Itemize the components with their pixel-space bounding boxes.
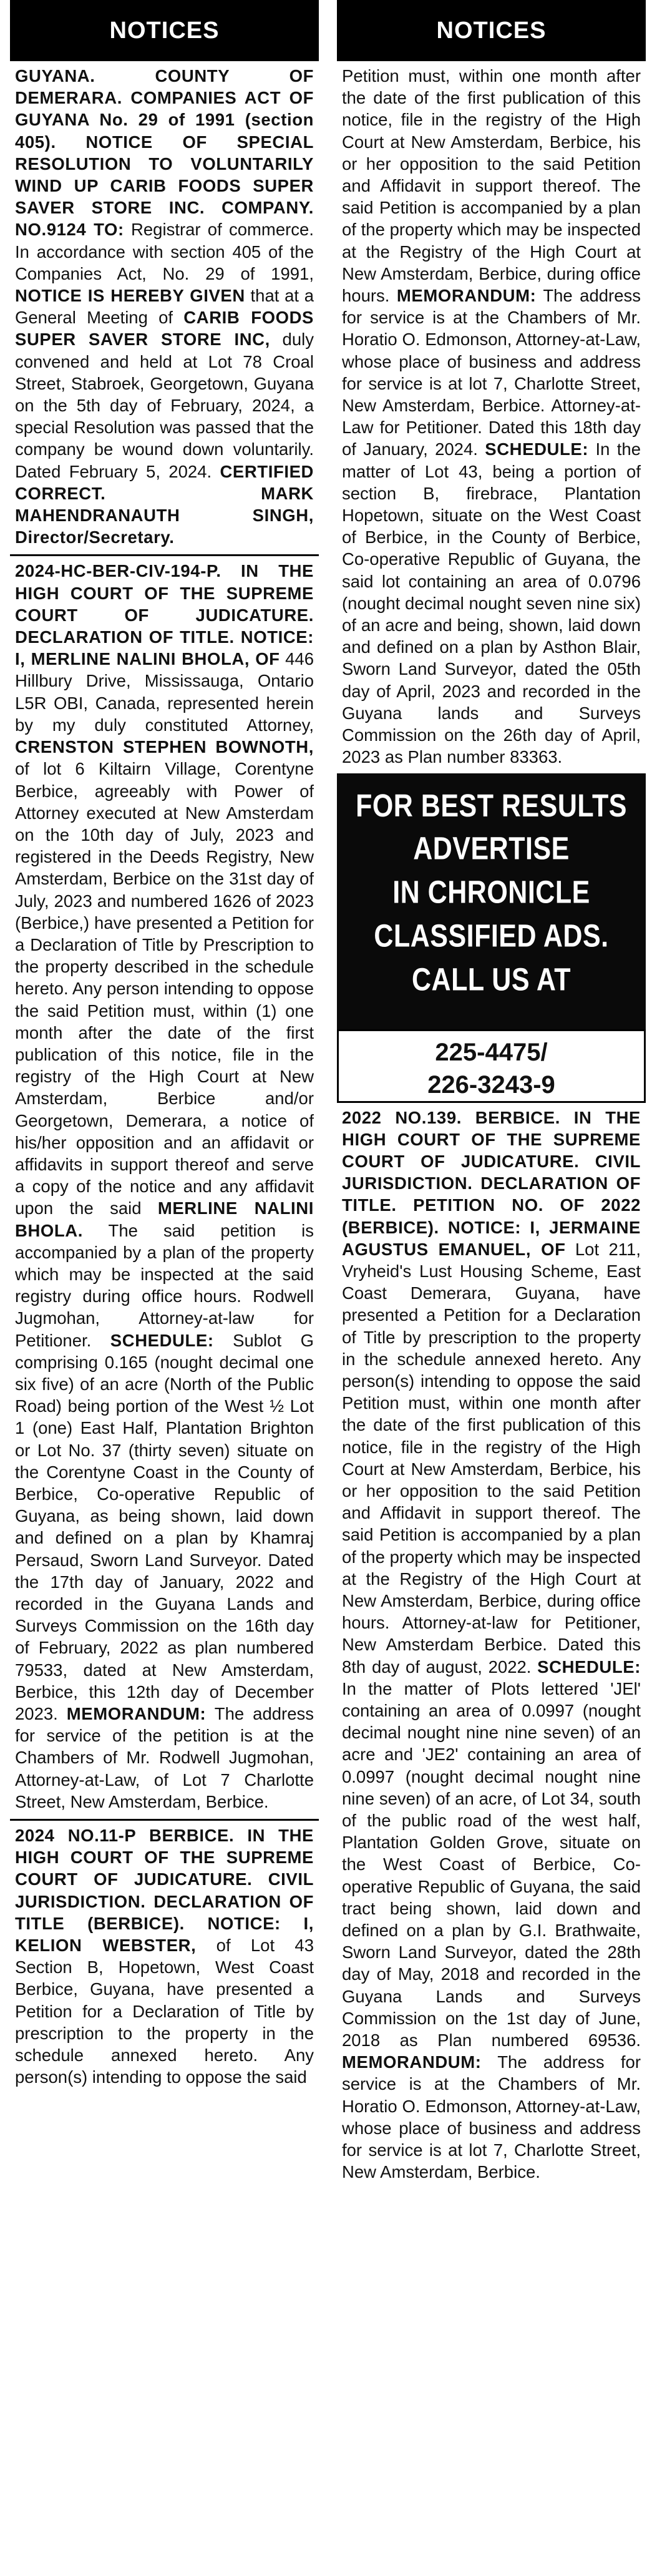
ad-line: IN CHRONICLE — [392, 874, 590, 910]
divider — [10, 554, 319, 556]
right-column — [337, 0, 646, 2576]
notice-bhola: 2024-HC-BER-CIV-194-P. IN THE HIGH COURT OF THE SUPREME COURT OF JUDICATURE. DECLARATION OF TITLE. NOTICE: I, MERLINE NALINI BHOLA, OF 446 Hillbury Drive, Mississauga, Ontario L5R OBI, Canada, represented herein by my duly constituted Attorney, CRENSTON STEPHEN BOWNOTH, of lot 6 Kiltairn Village, Corentyne Berbice, agreeably with Power of Attorney executed at New Amsterdam on the 10th day of July, 2023 and registered in the Deeds Registry, New Amsterdam, Berbice on the 31st day of July, 2023 and numbered 1626 of 2023 (Berbice,) have presented a Petition for a Declaration of Title by Prescription to the property described in the schedule hereto. Any person intending to oppose the said Petition must, within (1) one month after the date of the first publication of this notice, file in the registry of the High Court at New Amsterdam, Berbice and/or Georgetown, Demerara, a notice of his/her opposition and an affidavit or affidavits in support thereof and serve a copy of the notice and any affidavit upon the said MERLINE NALINI BHOLA. The said petition is accompanied by a plan of the property which may be inspected at the said registry during office hours. Rodwell Jugmohan, Attorney-at-law for Petitioner. SCHEDULE: Sublot G comprising 0.165 (nought decimal one six five) of an acre (North of the Public Road) being portion of the West ½ Lot 1 (one) East Half, Plantation Brighton or Lot No. 37 (thirty seven) situate on the Corentyne Coast in the County of Berbice, Co-operative Republic of Guyana, as being shown, laid down and defined on a plan by Khamraj Persaud, Sworn Land Surveyor. Dated the 17th day of January, 2022 and recorded in the Guyana Lands and Surveys Commission on the 16th day of February, 2022 as plan numbered 79533, dated at New Amsterdam, Berbice, this 12th day of December 2023. MEMORANDUM: The address for service of the petition is at the Chambers of Mr. Rodwell Jugmohan, Attorney-at-Law, of Lot 7 Charlotte Street, New Amsterdam, Berbice. — [15, 561, 314, 1811]
ad-line: CALL US AT — [411, 962, 572, 997]
notices-header: NOTICES — [337, 0, 646, 61]
ad-line: ADVERTISE — [413, 831, 570, 866]
ad-phone: 225-4475/ — [435, 1038, 548, 1066]
ad-line: CLASSIFIED ADS. — [374, 918, 609, 954]
classified-ad-banner — [337, 773, 646, 1029]
ad-phone-box — [337, 1029, 646, 1103]
left-column — [10, 0, 319, 2576]
notice-emanuel: 2022 NO.139. BERBICE. IN THE HIGH COURT OF THE SUPREME COURT OF JUDICATURE. CIVIL JURISDICTION. DECLARATION OF TITLE. PETITION NO. OF 2022 (BERBICE). NOTICE: I, JERMAINE AGUSTUS EMANUEL, OF Lot 211, Vryheid's Lust Housing Scheme, East Coast Demerara, Guyana, have presented a Petition for a Declaration of Title by prescription to the property in the schedule annexed hereto. Any person(s) intending to oppose the said Petition must, within one month after the date of the first publication of this notice, file in the registry of the High Court at New Amsterdam, Berbice, his or her opposition to the said Petition and Affidavit in support thereof. The said Petition is accompanied by a plan of the property which may be inspected at the Registry of the High Court at New Amsterdam, Berbice, during office hours. Attorney-at-law for Petitioner, New Amsterdam Berbice. Dated this 8th day of august, 2022. SCHEDULE: In the matter of Plots lettered 'JEl' containing an area of 0.0997 (nought decimal nought nine nine seven) of an acre and 'JE2' containing an area of 0.0997 (nought decimal nought nine nine seven) of an acre, of Lot 34, south of the public road of the west half, Plantation Golden Grove, situate on the West Coast of Berbice, Co-operative Republic of Guyana, the said tract being shown, laid down and defined on a plan by G.I. Brathwaite, Sworn Land Surveyor, dated the 28th day of May, 2018 and recorded in the Guyana Lands and Surveys Commission on the 1st day of June, 2018 as Plan numbered 69536. MEMORANDUM: The address for service is at the Chambers of Mr. Horatio O. Edmonson, Attorney-at-Law, whose place of business and address for service is at lot 7, Charlotte Street, New Amsterdam, Berbice. — [342, 1107, 641, 2182]
notice-carib-foods: GUYANA. COUNTY OF DEMERARA. COMPANIES ACT OF GUYANA No. 29 of 1991 (section 405). NOTICE OF SPECIAL RESOLUTION TO VOLUNTARILY WIND UP CARIB FOODS SUPER SAVER STORE INC. COMPANY. NO.9124 TO: Registrar of commerce. In accordance with section 405 of the Companies Act, No. 29 of 1991, NOTICE IS HEREBY GIVEN that at a General Meeting of CARIB FOODS SUPER SAVER STORE INC, duly convened and held at Lot 78 Croal Street, Stabroek, Georgetown, Guyana on the 5th day of February, 2024, a special Resolution was passed that the company be wound down voluntarily. Dated February 5, 2024. CERTIFIED CORRECT. MARK MAHENDRANAUTH SINGH, Director/Secretary. — [15, 66, 314, 547]
ad-phone: 226-3243-9 — [427, 1070, 555, 1099]
notices-header: NOTICES — [10, 0, 319, 61]
notice-webster-continued: Petition must, within one month after the date of the first publication of this notice, file in the registry of the High Court at New Amsterdam, Berbice, his or her opposition to the said Petition and Affidavit in support thereof. The said Petition is accompanied by a plan of the property which may be inspected at the Registry of the High Court at New Amsterdam, Berbice, during office hours. MEMORANDUM: The address for service is at the Chambers of Mr. Horatio O. Edmonson, Attorney-at-Law, whose place of business and address for service is at lot 7, Charlotte Street, New Amsterdam, Berbice. Attorney-at-Law for Petitioner. Dated this 18th day of January, 2024. SCHEDULE: In the matter of Lot 43, being a portion of section B, firebrace, Plantation Hopetown, situate on the West Coast of Berbice, in the County of Berbice, Co-operative Republic of Guyana, the said lot containing an area of 0.0796 (nought decimal nought seven nine six) of an acre and being, shown, laid down and defined on a plan by Asthon Blair, Sworn Land Surveyor, dated the 05th day of April, 2023 and recorded in the Guyana lands and Surveys Commission on the 26th day of April, 2023 as Plan number 83363. — [342, 66, 641, 767]
notice-webster: 2024 NO.11-P BERBICE. IN THE HIGH COURT OF THE SUPREME COURT OF JUDICATURE. CIVIL JURISDICTION. DECLARATION OF TITLE (BERBICE). NOTICE: I, KELION WEBSTER, of Lot 43 Section B, Hopetown, West Coast Berbice, Guyana, have presented a Petition for a Declaration of Title by prescription to the property in the schedule annexed hereto. Any person(s) intending to oppose the said — [15, 1826, 314, 2087]
ad-line: FOR BEST RESULTS — [356, 788, 627, 824]
divider — [10, 1819, 319, 1821]
